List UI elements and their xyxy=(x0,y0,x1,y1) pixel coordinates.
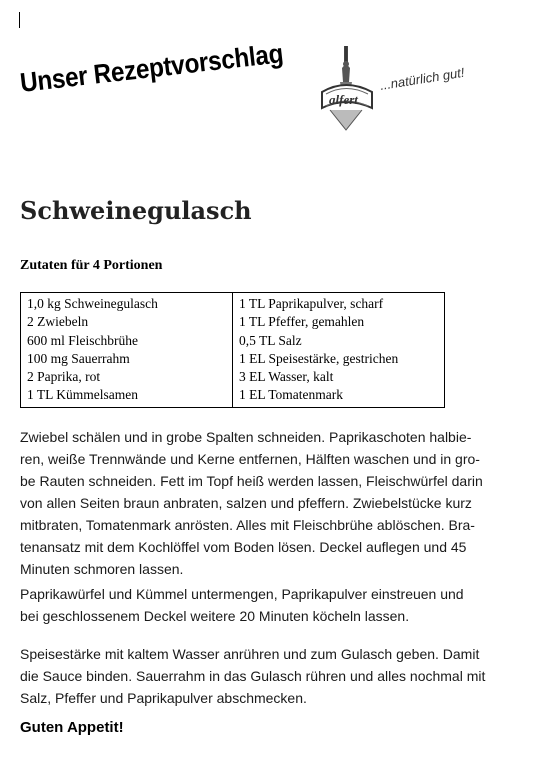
ingredients-left-column xyxy=(21,293,233,408)
text-line: ren, weiße Trennwände und Kerne entfernen, Hälften waschen und in gro- xyxy=(20,451,480,467)
ingredient-item: 1 EL Speisestärke, gestrichen xyxy=(239,350,399,366)
text-line: be Rauten schneiden. Fett im Topf heiß werden lassen, Fleischwürfel darin xyxy=(20,473,483,489)
ingredient-item: 1 TL Paprikapulver, scharf xyxy=(239,296,384,311)
ingredient-item: 1 EL Tomatenmark xyxy=(239,387,344,403)
text-line: tenansatz mit dem Kochlöffel vom Boden lösen. Deckel auflegen und 45 xyxy=(20,539,467,555)
instructions-paragraph-2 xyxy=(20,583,508,627)
recipe-title: Schweinegulasch xyxy=(20,196,252,225)
text-line: Paprikawürfel und Kümmel untermengen, Paprikapulver einstreuen und xyxy=(20,586,464,602)
text-line: Salz, Pfeffer und Paprikapulver abschmecken. xyxy=(20,690,307,706)
ingredient-item: 0,5 TL Salz xyxy=(239,332,302,348)
ingredients-heading: Zutaten für 4 Portionen xyxy=(20,258,163,273)
text-line: Speisestärke mit kaltem Wasser anrühren und zum Gulasch geben. Damit xyxy=(20,646,480,662)
logo-slogan: ...natürlich gut! xyxy=(378,64,466,93)
ingredient-item: 100 mg Sauerrahm xyxy=(27,350,130,366)
text-line: die Sauce binden. Sauerrahm in das Gulasch rühren und alles nochmal mit xyxy=(20,668,486,684)
logo-brand-text: alfert xyxy=(329,92,358,107)
text-line: bei geschlossenem Deckel weitere 20 Minuten köcheln lassen. xyxy=(20,608,410,624)
instructions-paragraph-3 xyxy=(20,643,508,709)
ingredients-right-column xyxy=(233,293,445,408)
ingredient-item: 1,0 kg Schweinegulasch xyxy=(27,296,158,311)
alfert-logo xyxy=(316,40,486,140)
text-line: Minuten schmoren lassen. xyxy=(20,561,184,577)
closing-text: Guten Appetit! xyxy=(20,719,124,736)
text-line: Zwiebel schälen und in grobe Spalten schneiden. Paprikaschoten halbie- xyxy=(20,429,472,445)
header-title: Unser Rezeptvorschlag xyxy=(18,38,285,99)
ingredient-item: 2 Zwiebeln xyxy=(27,314,89,330)
instructions-paragraph-1 xyxy=(20,426,508,580)
ingredient-item: 2 Paprika, rot xyxy=(27,369,101,385)
text-line: von allen Seiten braun anbraten, salzen und pfeffern. Zwiebelstücke kurz xyxy=(20,495,472,511)
ingredient-item: 1 TL Pfeffer, gemahlen xyxy=(239,314,365,330)
ingredient-item: 600 ml Fleischbrühe xyxy=(27,332,138,348)
ingredient-item: 3 EL Wasser, kalt xyxy=(239,369,334,385)
ingredient-item: 1 TL Kümmelsamen xyxy=(27,387,138,403)
text-cursor xyxy=(19,12,20,28)
ingredients-table xyxy=(20,292,445,408)
text-line: mitbraten, Tomatenmark anrösten. Alles mit Fleischbrühe ablöschen. Bra- xyxy=(20,517,475,533)
